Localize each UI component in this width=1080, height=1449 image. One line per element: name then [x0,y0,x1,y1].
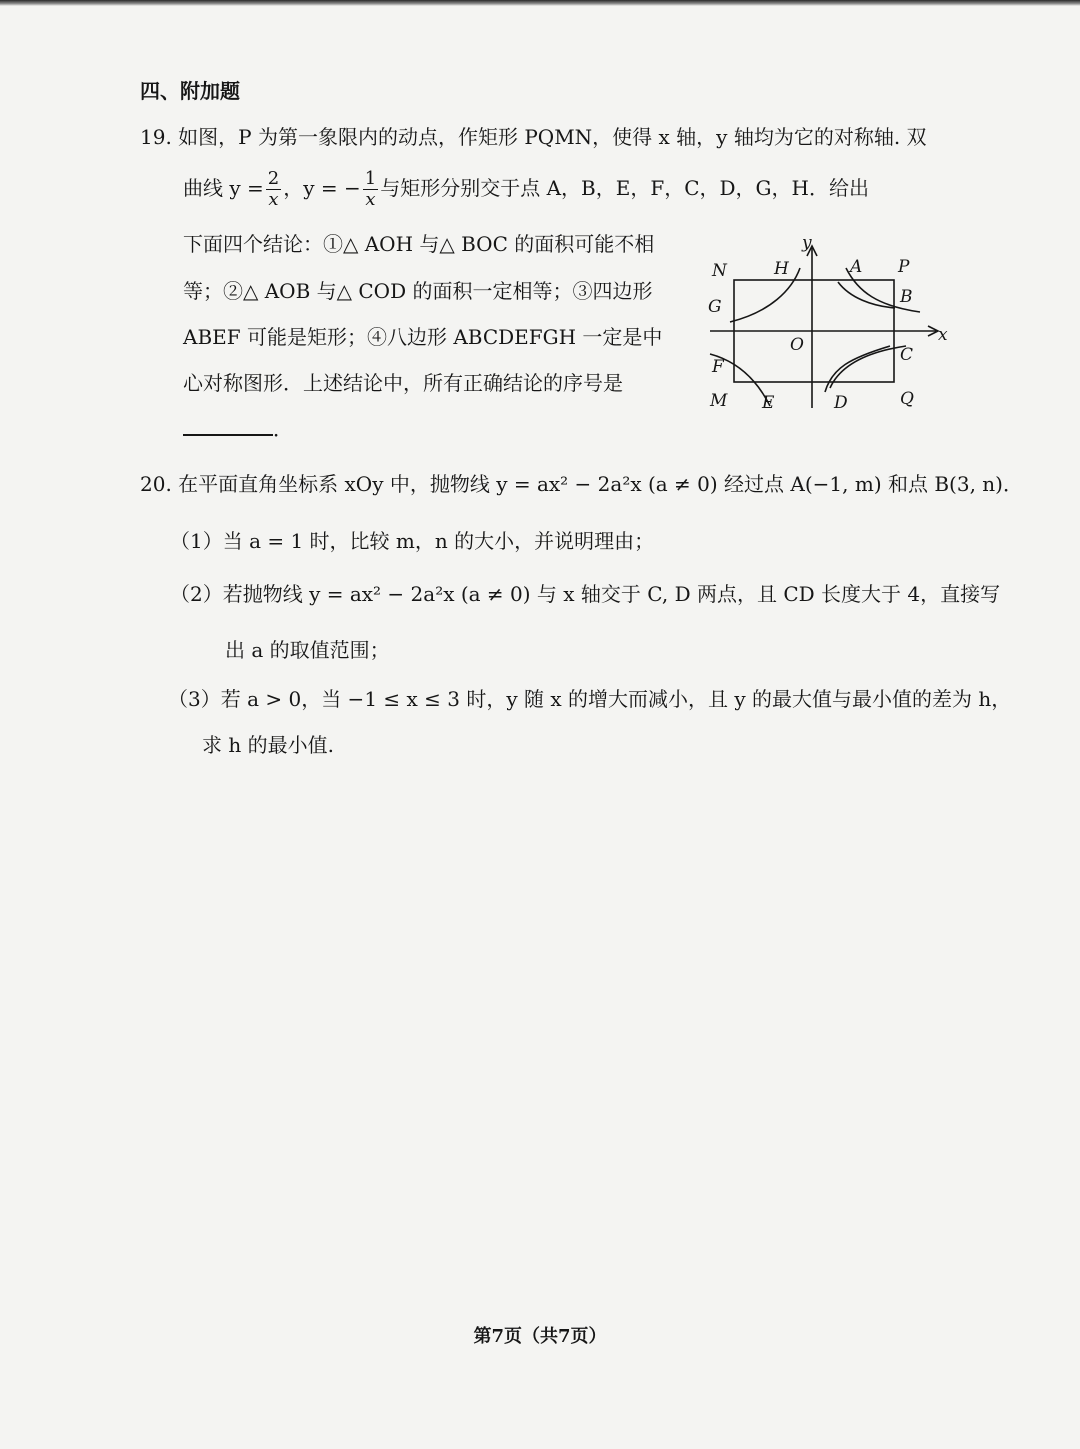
frac1-denominator: x [268,189,279,210]
q19-figure [700,230,950,420]
frac2-numerator: 1 [364,168,377,189]
fig-label-x: x [938,325,948,345]
q19-line7-end: ． [273,417,293,441]
fig-label-y: y [802,233,812,253]
fig-label-c: C [900,345,914,365]
q19-line2-mid: ，y = − [283,176,361,200]
fig-label-f: F [712,357,724,377]
q19-line2 [183,166,869,210]
q20-line1: 20. 在平面直角坐标系 xOy 中，抛物线 y = ax² − 2a²x (a ≠ 0) 经过点 A(−1, m) 和点 B(3, n)． [140,472,1023,496]
fig-label-q: Q [900,389,914,409]
q19-line2-prefix: 曲线 y = [183,176,264,200]
fraction-2-over-x [266,169,281,210]
fig-label-m: M [710,391,728,411]
q20-part2b: 出 a 的取值范围； [225,638,390,662]
q20-part3b: 求 h 的最小值. [202,733,334,757]
hyperbola-q4-inner [825,346,890,392]
q19-line1: 19. 如图，P 为第一象限内的动点，作矩形 PQMN，使得 x 轴，y 轴均为它的对称轴. 双 [140,125,927,149]
q19-line3: 下面四个结论：①△ AOH 与△ BOC 的面积可能不相 [183,232,655,256]
q19-line6: 心对称图形．上述结论中，所有正确结论的序号是 [183,371,623,395]
fig-label-o: O [790,335,804,355]
fig-label-n: N [712,261,727,281]
fig-label-g: G [708,297,722,317]
scan-edge [0,0,1080,6]
fraction-1-over-x [363,169,378,210]
q19-line4: 等；②△ AOB 与△ COD 的面积一定相等；③四边形 [183,279,653,303]
fig-label-d: D [834,393,848,413]
section-title: 四、附加题 [140,79,240,103]
q19-line5: ABEF 可能是矩形；④八边形 ABCDEFGH 一定是中 [183,325,663,349]
page-footer: 第7页（共7页） [473,1326,607,1347]
fig-label-h: H [774,259,789,279]
q20-part3a: （3）若 a > 0，当 −1 ≤ x ≤ 3 时，y 随 x 的增大而减小，且 y 的最大值与最小值的差为 h， [168,687,1012,711]
frac1-numerator: 2 [267,168,280,189]
fig-label-a: A [850,257,863,277]
fig-label-b: B [900,287,913,307]
fig-label-e: E [762,393,775,413]
q19-answer-line [183,416,293,442]
q20-part2a: （2）若抛物线 y = ax² − 2a²x (a ≠ 0) 与 x 轴交于 C, D 两点，且 CD 长度大于 4，直接写 [170,582,1001,606]
q20-part1: （1）当 a = 1 时，比较 m，n 的大小，并说明理由； [170,529,655,553]
hyperbola-q2 [730,268,800,322]
fig-label-p: P [898,257,910,277]
answer-blank[interactable] [183,418,273,436]
frac2-denominator: x [365,189,376,210]
q19-line2-suffix: 与矩形分别交于点 A，B，E，F，C，D，G，H．给出 [380,176,869,200]
